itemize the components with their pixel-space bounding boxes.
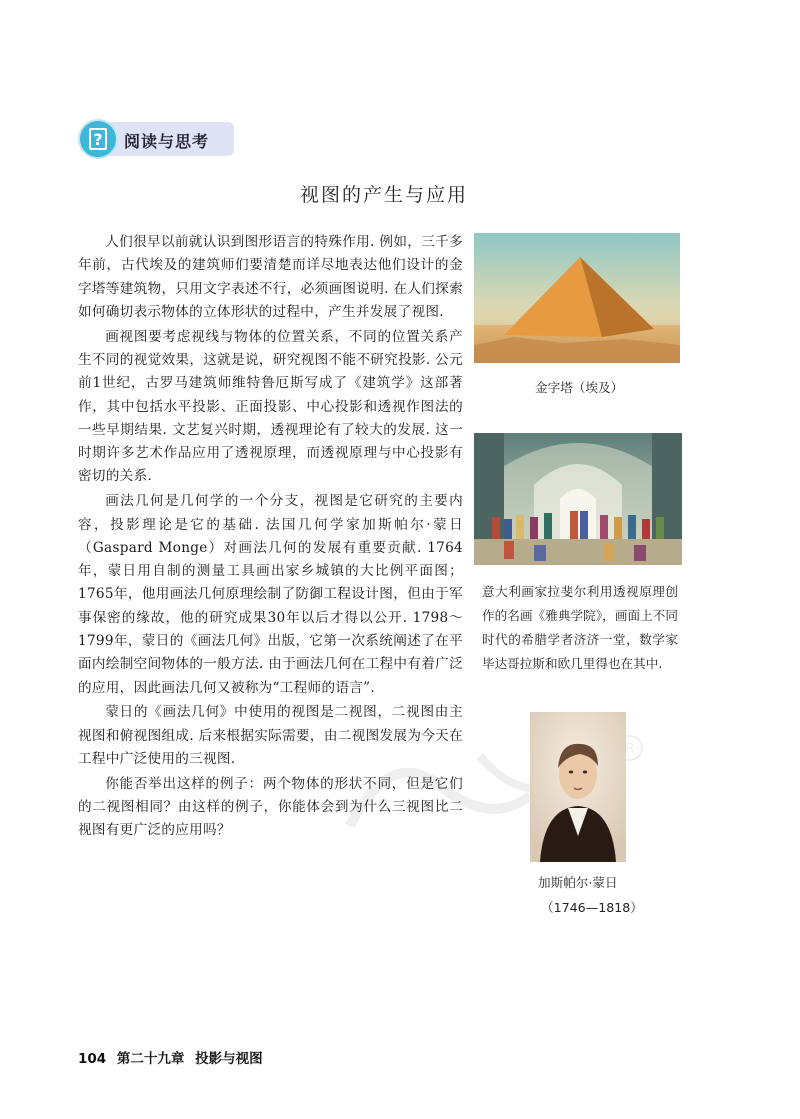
page-number: 104 bbox=[78, 1051, 107, 1067]
pyramid-photo bbox=[474, 233, 680, 363]
page-footer bbox=[78, 1047, 269, 1067]
monge-caption-years: （1746—1818） bbox=[541, 900, 643, 915]
question-book-icon bbox=[78, 119, 118, 159]
monge-caption-name: 加斯帕尔·蒙日 bbox=[538, 875, 618, 890]
section-title: 投影与视图 bbox=[195, 1051, 263, 1067]
article-title: 视图的产生与应用 bbox=[300, 184, 469, 206]
paragraph: 人们很早以前就认识到图形语言的特殊作用. 例如，三千多年前，古代埃及的建筑师们要清楚而详尽地表达他们设计的金字塔等建筑物，只用文字表述不行，必须画图说明. 在人们探索如何确切表示物体的立体形状的过程中，产生并发展了视图. bbox=[78, 234, 463, 320]
monge-portrait bbox=[530, 712, 626, 862]
paragraph: 画法几何是几何学的一个分支，视图是它研究的主要内容，投影理论是它的基础. 法国几何学家加斯帕尔·蒙日（Gaspard Monge）对画法几何的发展有重要贡献. 1764年，蒙日用自制的测量工具画出家乡城镇的大比例平面图；1765年，他用画法几何原理绘制了防御工程设计图，但由于军事保密的缘故，他的研究成果30年以后才得以公开. 1798～1799年，蒙日的《画法几何》出版，它第一次系统阐述了在平面内绘制空间物体的一般方法. 由于画法几何在工程中有着广泛的应用，因此画法几何又被称为“工程师的语言”. bbox=[78, 493, 463, 696]
paragraph: 画视图要考虑视线与物体的位置关系，不同的位置关系产生不同的视觉效果，这就是说，研究视图不能不研究投影. 公元前1世纪，古罗马建筑师维特鲁厄斯写成了《建筑学》这部著作，其中包括水平投影、正面投影、中心投影和透视作图法的一些早期结果. 文艺复兴时期，透视理论有了较大的发展. 这一时期许多艺术作品应用了透视原理，而透视原理与中心投影有密切的关系. bbox=[78, 328, 463, 485]
svg-text:?: ? bbox=[93, 130, 103, 149]
section-banner bbox=[78, 122, 234, 156]
paragraph: 你能否举出这样的例子：两个物体的形状不同，但是它们的二视图相同？由这样的例子，你能体会到为什么三视图比二视图有更广泛的应用吗？ bbox=[78, 775, 463, 839]
school-of-athens-painting bbox=[474, 433, 682, 565]
pyramid-caption: 金字塔（埃及） bbox=[535, 380, 624, 395]
paragraph: 蒙日的《画法几何》中使用的视图是二视图，二视图由主视图和俯视图组成. 后来根据实际需要，由二视图发展为今天在工程中广泛使用的三视图. bbox=[78, 704, 463, 768]
svg-text:R: R bbox=[625, 741, 635, 757]
athens-caption: 意大利画家拉斐尔利用透视原理创作的名画《雅典学院》，画面上不同时代的希腊学者济济一堂，数学家毕达哥拉斯和欧几里得也在其中. bbox=[482, 584, 678, 671]
article-body bbox=[78, 231, 463, 844]
chapter-title: 第二十九章 bbox=[116, 1051, 185, 1067]
section-label: 阅读与思考 bbox=[124, 132, 210, 151]
